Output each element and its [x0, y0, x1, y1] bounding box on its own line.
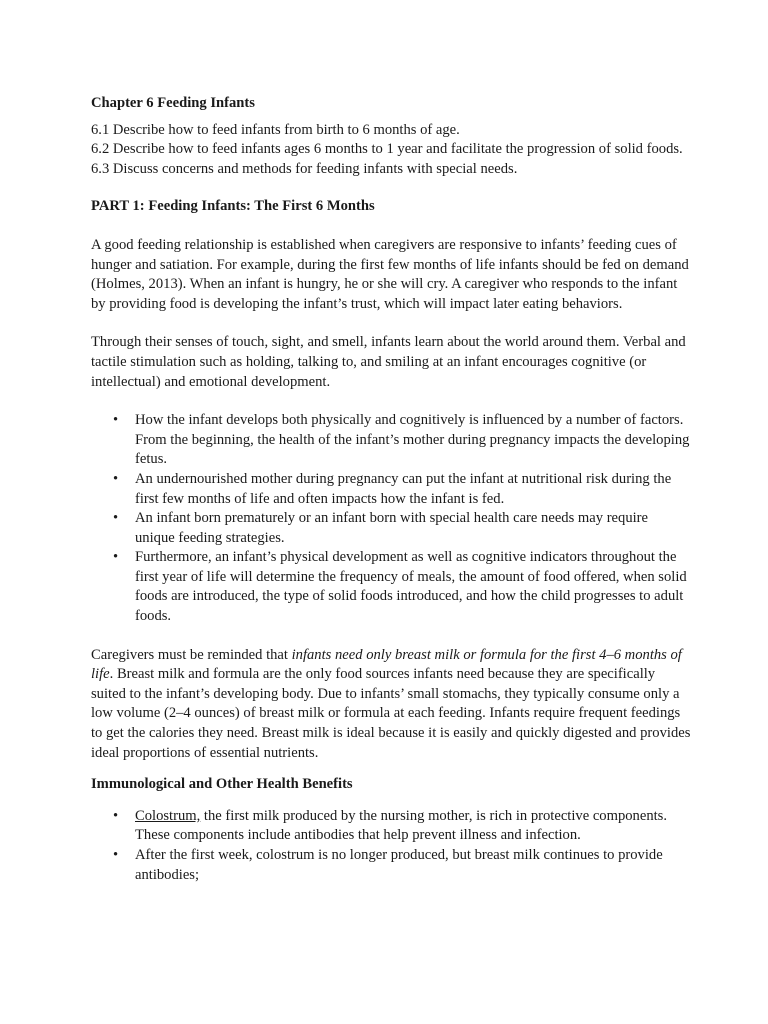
caregivers-rest-text: . Breast milk and formula are the only food sources infants need because they are specifically suited to the infant’s developing body. Due to infants’ small stomachs, they typically consume only a low volume (2–4 ounces) of breast milk or formula at each feeding. Infants require frequent feedings to get the calories they need. Breast milk is ideal because it is easily and quickly digested and provides ideal proportions of essential nutrients. [91, 666, 691, 761]
emphasized-text: infants need only breast milk or formula for the first 4–6 months of life [91, 646, 682, 683]
list-item: • After the first week, colostrum is no longer produced, but breast milk continues to provide antibodies; [91, 846, 691, 885]
health-benefits-list [91, 807, 691, 885]
caregivers-lead-text: Caregivers must be reminded that [91, 646, 292, 663]
colostrum-description: the first milk produced by the nursing mother, is rich in protective components. These components include antibodies that help prevent illness and infection. [135, 807, 668, 844]
objective-6-3: 6.3 Discuss concerns and methods for feeding infants with special needs. [91, 160, 518, 177]
part-1-title: PART 1: Feeding Infants: The First 6 Months [91, 198, 375, 215]
caregivers-paragraph [91, 646, 691, 764]
list-item [91, 807, 691, 846]
list-item: • An infant born prematurely or an infant born with special health care needs may require unique feeding strategies. [91, 509, 691, 548]
objective-6-2: 6.2 Describe how to feed infants ages 6 months to 1 year and facilitate the progression of solid foods. [91, 141, 683, 158]
document-page [91, 94, 691, 885]
learning-objectives [91, 121, 691, 180]
health-benefits-heading: Immunological and Other Health Benefits [91, 776, 353, 793]
chapter-heading: Chapter 6 Feeding Infants [91, 95, 255, 111]
list-item: • Furthermore, an infant’s physical development as well as cognitive indicators throughout the first year of life will determine the frequency of meals, the amount of food offered, when solid foods are introduced, the type of solid foods introduced, and how the child progresses to adult foods. [91, 548, 691, 626]
objective-6-1: 6.1 Describe how to feed infants from birth to 6 months of age. [91, 121, 460, 138]
senses-paragraph: Through their senses of touch, sight, and smell, infants learn about the world around them. Verbal and tactile stimulation such as holding, talking to, and smiling at an infant encourages cognitive (or intellectual) and emotional development. [91, 334, 686, 390]
list-item: • How the infant develops both physically and cognitively is influenced by a number of factors. From the beginning, the health of the infant’s mother during pregnancy impacts the developing fetus. [91, 411, 691, 470]
list-item: • An undernourished mother during pregnancy can put the infant at nutritional risk during the first few months of life and often impacts how the infant is fed. [91, 470, 691, 509]
colostrum-term: Colostrum, [135, 807, 201, 824]
feeding-relationship-paragraph: A good feeding relationship is established when caregivers are responsive to infants’ feeding cues of hunger and satiation. For example, during the first few months of life infants should be fed on demand (Holmes, 2013). When an infant is hungry, he or she will cry. A caregiver who responds to the infant by providing food is developing the infant’s trust, which will impact later eating behaviors. [91, 236, 689, 312]
development-factors-list [91, 411, 691, 627]
